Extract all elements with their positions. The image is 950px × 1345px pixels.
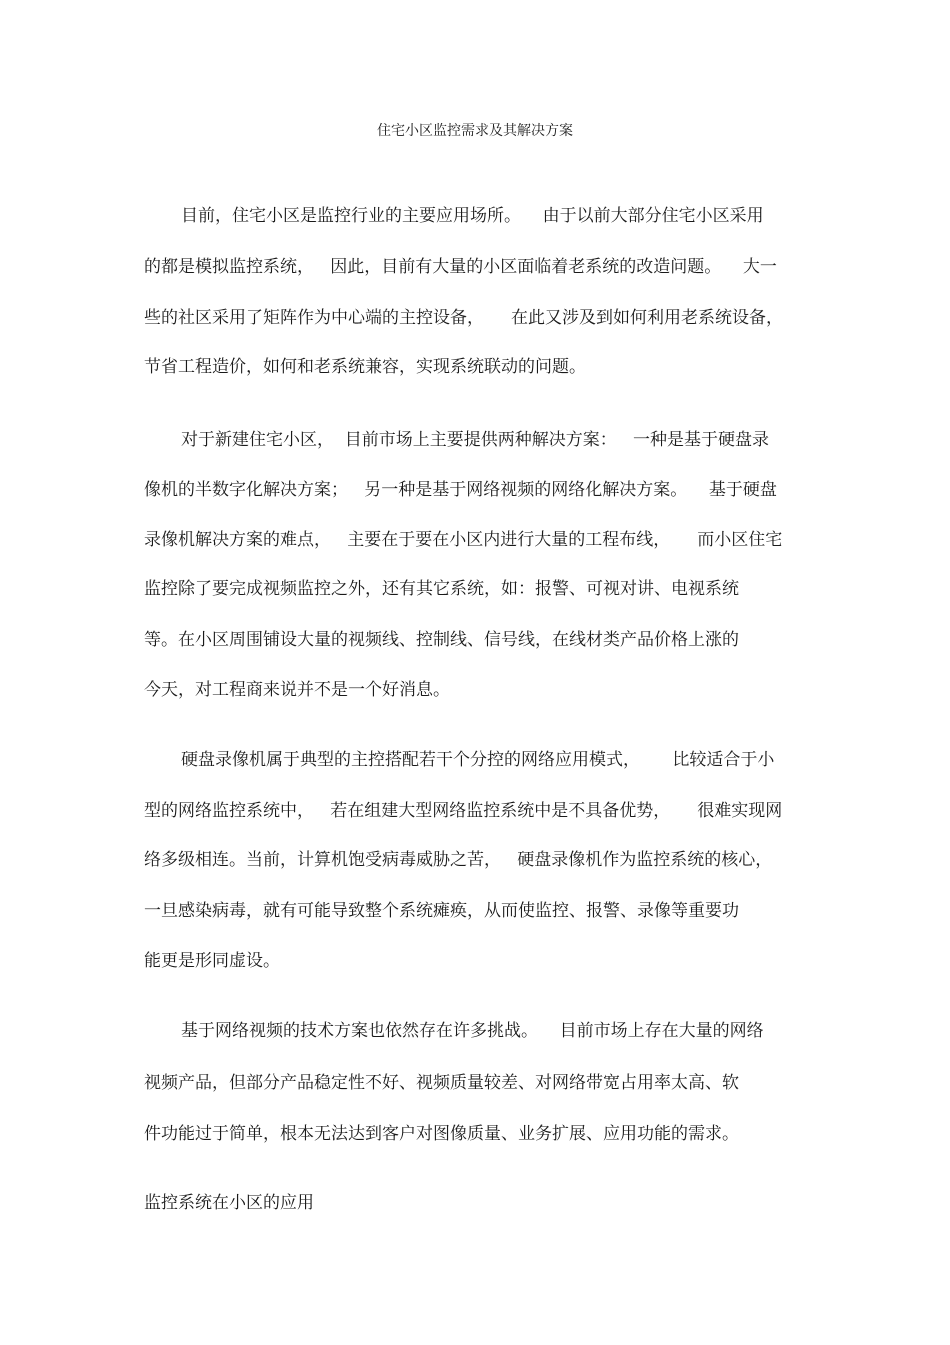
paragraph-3-line-2: 型的网络监控系统中， 若在组建大型网络监控系统中是不具备优势， 很难实现网 [144,801,783,821]
paragraph-2-line-6: 今天，对工程商来说并不是一个好消息。 [144,680,450,700]
paragraph-2-line-5: 等。在小区周围铺设大量的视频线、控制线、信号线，在线材类产品价格上涨的 [144,630,739,650]
paragraph-4-line-3: 件功能过于简单，根本无法达到客户对图像质量、业务扩展、应用功能的需求。 [144,1124,739,1144]
paragraph-3-line-5: 能更是形同虚设。 [144,951,280,971]
paragraph-1-line-3: 些的社区采用了矩阵作为中心端的主控设备， 在此又涉及到如何利用老系统设备， [144,308,784,328]
paragraph-3-line-3: 络多级相连。当前，计算机饱受病毒威胁之苦， 硬盘录像机作为监控系统的核心， [144,850,773,870]
paragraph-1-line-1: 目前，住宅小区是监控行业的主要应用场所。 由于以前大部分住宅小区采用 [181,206,764,226]
paragraph-2-line-1: 对于新建住宅小区， 目前市场上主要提供两种解决方案： 一种是基于硬盘录 [181,430,770,450]
paragraph-4-line-2: 视频产品，但部分产品稳定性不好、视频质量较差、对网络带宽占用率太高、软 [144,1073,739,1093]
paragraph-3-line-4: 一旦感染病毒，就有可能导致整个系统瘫痪，从而使监控、报警、录像等重要功 [144,901,739,921]
paragraph-2-line-4: 监控除了要完成视频监控之外，还有其它系统，如：报警、可视对讲、电视系统 [144,579,739,599]
paragraph-4-line-1: 基于网络视频的技术方案也依然存在许多挑战。 目前市场上存在大量的网络 [181,1021,764,1041]
paragraph-1-line-4: 节省工程造价，如何和老系统兼容，实现系统联动的问题。 [144,357,586,377]
section-heading: 监控系统在小区的应用 [144,1193,314,1213]
paragraph-3-line-1: 硬盘录像机属于典型的主控搭配若干个分控的网络应用模式， 比较适合于小 [181,750,775,770]
paragraph-2-line-2: 像机的半数字化解决方案； 另一种是基于网络视频的网络化解决方案。 基于硬盘 [144,480,777,500]
paragraph-1-line-2: 的都是模拟监控系统， 因此，目前有大量的小区面临着老系统的改造问题。 大一 [144,257,777,277]
document-title: 住宅小区监控需求及其解决方案 [377,123,573,139]
paragraph-2-line-3: 录像机解决方案的难点， 主要在于要在小区内进行大量的工程布线， 而小区住宅 [144,530,783,550]
